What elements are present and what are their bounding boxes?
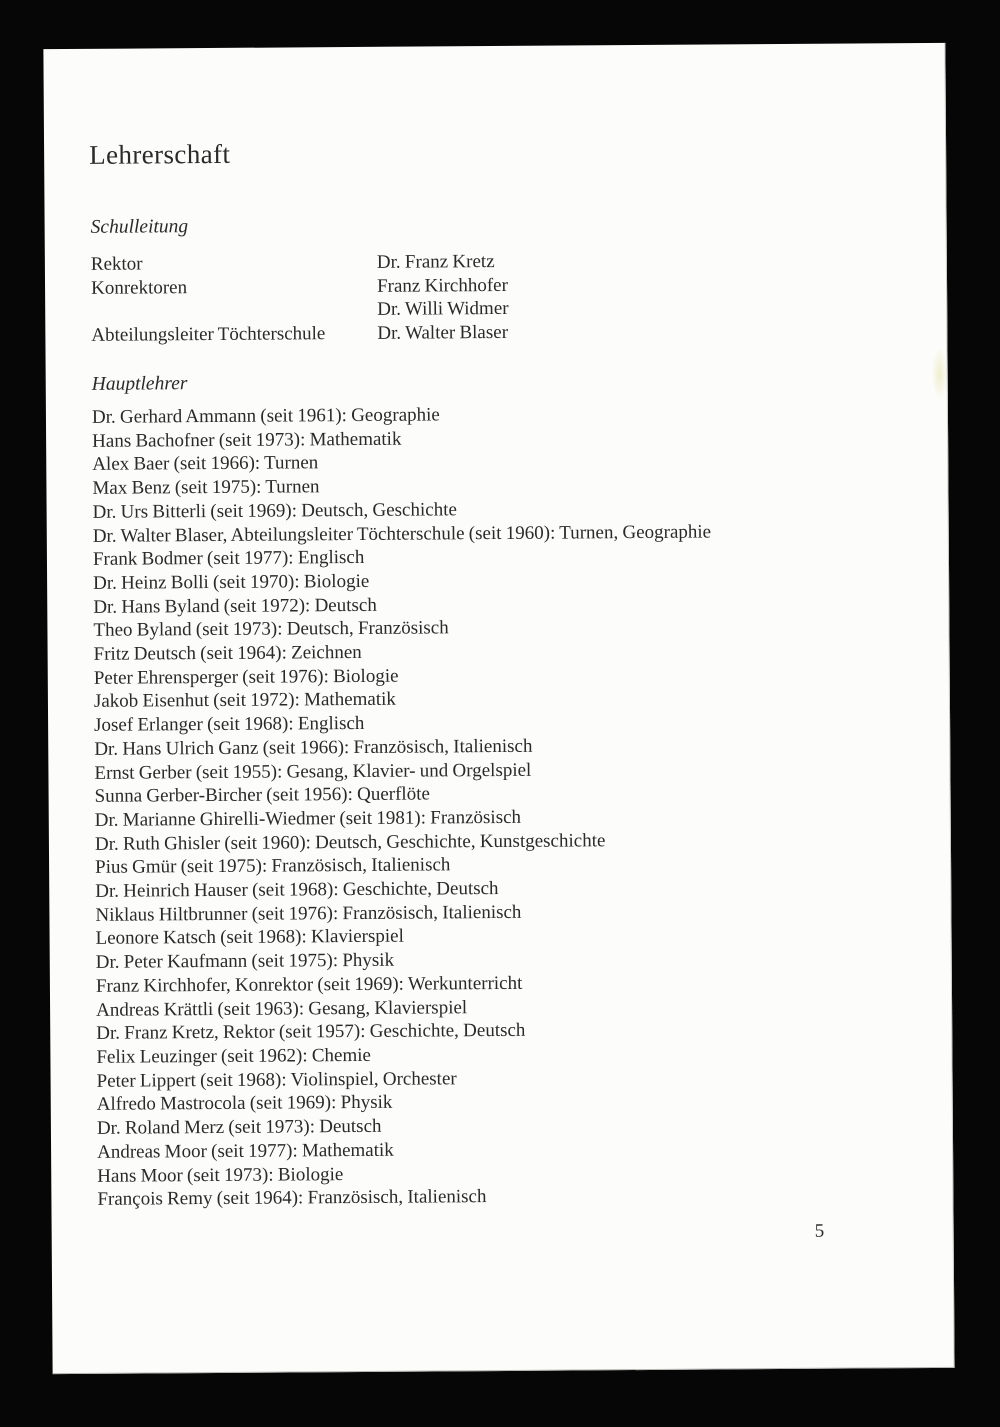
teacher-entry: Max Benz (seit 1975): Turnen bbox=[92, 476, 320, 499]
teacher-entry: Jakob Eisenhut (seit 1972): Mathematik bbox=[93, 689, 396, 713]
teacher-entry: Sunna Gerber-Bircher (seit 1956): Querflöte bbox=[94, 783, 430, 808]
teacher-entry: Frank Bodmer (seit 1977): Englisch bbox=[92, 547, 365, 571]
teacher-entry: Dr. Marianne Ghirelli-Wiedmer (seit 1981): Französisch bbox=[94, 806, 522, 831]
teacher-entry: Dr. Hans Byland (seit 1972): Deutsch bbox=[93, 594, 377, 618]
scan-smudge-artifact bbox=[931, 348, 947, 400]
leadership-person-name: Dr. Franz Kretz bbox=[376, 251, 495, 273]
scanned-page bbox=[43, 43, 954, 1374]
teacher-entry: François Remy (seit 1964): Französisch, Italienisch bbox=[97, 1186, 487, 1211]
teacher-entry: Hans Moor (seit 1973): Biologie bbox=[97, 1163, 344, 1187]
teacher-entry: Pius Gmür (seit 1975): Französisch, Italienisch bbox=[95, 854, 451, 879]
leadership-role-label: Abteilungsleiter Töchterschule bbox=[91, 323, 326, 346]
leadership-role-label: Rektor bbox=[90, 253, 143, 275]
section-heading-hauptlehrer: Hauptlehrer bbox=[91, 373, 188, 395]
teacher-entry: Franz Kirchhofer, Konrektor (seit 1969): Werkunterricht bbox=[95, 972, 523, 997]
teacher-entry: Andreas Moor (seit 1977): Mathematik bbox=[97, 1139, 394, 1163]
teacher-entry: Peter Ehrensperger (seit 1976): Biologie bbox=[93, 665, 399, 689]
leadership-table bbox=[91, 250, 509, 348]
teacher-entry: Alex Baer (seit 1966): Turnen bbox=[92, 452, 319, 476]
teacher-entry: Dr. Roland Merz (seit 1973): Deutsch bbox=[96, 1115, 382, 1139]
teacher-entry: Fritz Deutsch (seit 1964): Zeichnen bbox=[93, 641, 362, 665]
teacher-entry: Peter Lippert (seit 1968): Violinspiel, Orchester bbox=[96, 1067, 457, 1092]
page-number: 5 bbox=[814, 1220, 825, 1242]
leadership-person-name: Dr. Willi Widmer bbox=[377, 298, 509, 321]
teacher-entry: Alfredo Mastrocola (seit 1969): Physik bbox=[96, 1092, 393, 1116]
leadership-person-name: Dr. Walter Blaser bbox=[377, 322, 509, 344]
teacher-entry: Dr. Peter Kaufmann (seit 1975): Physik bbox=[95, 949, 395, 973]
teacher-entry: Felix Leuzinger (seit 1962): Chemie bbox=[96, 1044, 371, 1068]
page-title: Lehrerschaft bbox=[89, 138, 231, 170]
teacher-entry: Dr. Urs Bitterli (seit 1969): Deutsch, Geschichte bbox=[92, 499, 457, 523]
teacher-entry: Dr. Ruth Ghisler (seit 1960): Deutsch, Geschichte, Kunstgeschichte bbox=[94, 829, 606, 855]
teacher-entry: Dr. Heinrich Hauser (seit 1968): Geschichte, Deutsch bbox=[95, 878, 499, 902]
teacher-entry: Dr. Hans Ulrich Ganz (seit 1966): Französisch, Italienisch bbox=[94, 735, 533, 760]
teacher-entry: Dr. Walter Blaser, Abteilungsleiter Töchterschule (seit 1960): Turnen, Geographie bbox=[92, 521, 712, 547]
teacher-entry: Dr. Heinz Bolli (seit 1970): Biologie bbox=[93, 570, 370, 594]
teacher-entry: Andreas Krättli (seit 1963): Gesang, Klavierspiel bbox=[96, 996, 468, 1021]
teacher-entry: Leonore Katsch (seit 1968): Klavierspiel bbox=[95, 926, 404, 950]
leadership-person-name: Franz Kirchhofer bbox=[376, 274, 508, 297]
leadership-role-label bbox=[91, 298, 377, 324]
teacher-list bbox=[92, 400, 938, 1212]
leadership-role-label: Konrektoren bbox=[90, 276, 188, 299]
teacher-entry: Theo Byland (seit 1973): Deutsch, Französisch bbox=[93, 617, 449, 642]
teacher-entry: Josef Erlanger (seit 1968): Englisch bbox=[94, 713, 365, 736]
section-heading-schulleitung: Schulleitung bbox=[90, 216, 189, 238]
teacher-entry: Niklaus Hiltbrunner (seit 1976): Französisch, Italienisch bbox=[95, 901, 522, 926]
teacher-entry: Hans Bachofner (seit 1973): Mathematik bbox=[92, 428, 402, 452]
teacher-entry: Ernst Gerber (seit 1955): Gesang, Klavier- und Orgelspiel bbox=[94, 759, 532, 784]
teacher-entry: Dr. Gerhard Ammann (seit 1961): Geographie bbox=[91, 404, 440, 428]
teacher-entry: Dr. Franz Kretz, Rektor (seit 1957): Geschichte, Deutsch bbox=[96, 1020, 526, 1045]
